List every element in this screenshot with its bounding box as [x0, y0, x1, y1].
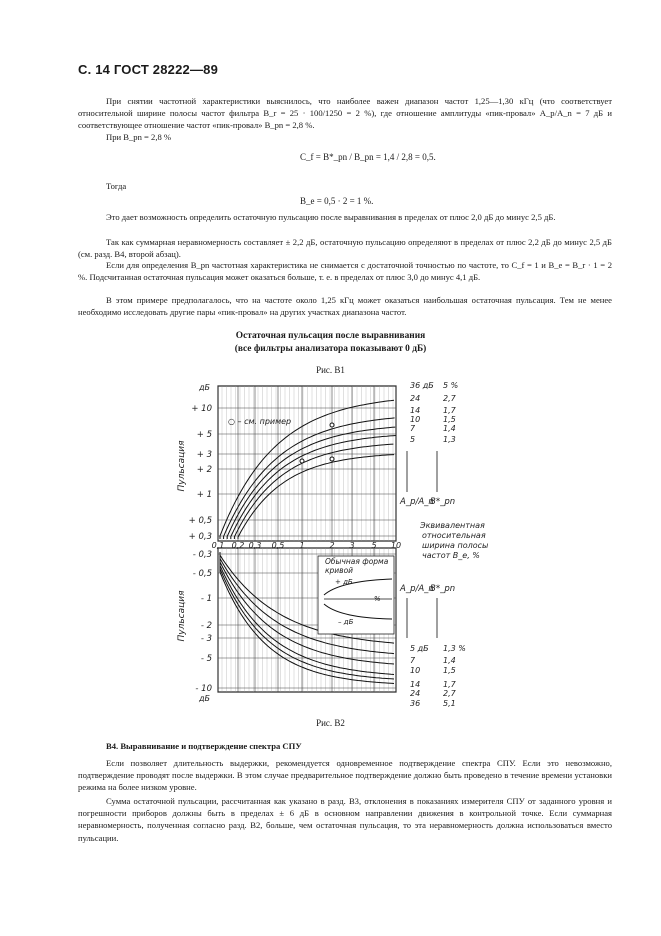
figure-title-2: (все фильтры анализатора показывают 0 дБ) — [234, 344, 427, 354]
x-axis-label-2: относительная — [422, 531, 486, 540]
inset-pct-label: % — [374, 595, 381, 603]
lower-y-tick: - 2 — [200, 621, 212, 631]
lower-y-tick: - 1 — [200, 594, 212, 604]
upper-ripple-curve — [227, 427, 395, 539]
inset-plus-label: + дБ — [335, 578, 353, 586]
inset-minus-label: – дБ — [338, 618, 354, 626]
lower-ratio-label: 5 дБ — [410, 644, 429, 653]
upper-y-tick: + 3 — [196, 450, 212, 460]
paragraph-7: В этом примере предполагалось, что на частоте около 1,25 кГц может оказаться наибольшая остаточная пульсация. Тем не менее необходимо исследовать другие пары «пик-провал» на других участках диапазона частот. — [78, 295, 612, 318]
lower-bpn-label: 1,3 % — [443, 644, 466, 653]
x-tick: 5 — [371, 541, 377, 550]
section-b4-paragraph-2: Сумма остаточной пульсации, рассчитанная как указано в разд. В3, отклонения в показаниях измерителя СПУ от заданного уровня и погрешности приборов должны быть в пределах ± 6 дБ в основном направлении движения в контрольной точке. Если суммарная неравномерность, полученная согласно разд. В2, больше, чем остаточная пульсация, то эта неравномерность должна использоваться вместо пульсации. — [78, 796, 612, 843]
lower-ratio-header: A_p/A_n — [400, 584, 434, 594]
upper-ratio-label: 10 — [410, 415, 421, 424]
upper-ratio-label: 14 — [410, 406, 421, 415]
upper-y-axis-label: Пульсация — [177, 440, 187, 492]
ripple-chart — [0, 376, 661, 716]
upper-ratio-label: 36 дБ — [410, 381, 434, 390]
paragraph-2: При B_pn = 2,8 % — [106, 132, 172, 142]
lower-ratio-label: 24 — [410, 689, 421, 698]
lower-bpn-label: 1,5 — [443, 666, 456, 675]
x-tick: 0,2 — [231, 541, 245, 550]
lower-unit-label: дБ — [198, 694, 210, 703]
inset-title-1: Обычная форма — [325, 557, 389, 566]
paragraph-4: Это дает возможность определить остаточную пульсацию после выравнивания в пределах от плюс 2,0 дБ до минус 2,5 дБ. — [106, 212, 556, 222]
x-tick: 0,5 — [271, 541, 285, 550]
paragraph-5: Так как суммарная неравномерность составляет ± 2,2 дБ, остаточную пульсацию определяют в пределах от плюс 2,2 дБ до минус 2,5 дБ (см. разд. В4, второй абзац). — [78, 237, 612, 260]
figure-title-1: Остаточная пульсация после выравнивания — [235, 331, 426, 341]
example-point-marker — [330, 457, 334, 461]
x-axis-label-4: частот B_e, % — [422, 551, 480, 560]
formula-cf: C_f = B*_pn / B_pn = 1,4 / 2,8 = 0,5. — [300, 152, 436, 162]
upper-bpn-label: 2,7 — [443, 394, 456, 403]
lower-bpn-header: B*_pn — [430, 584, 456, 594]
lower-y-tick: - 0,3 — [192, 550, 212, 560]
example-point-marker — [330, 423, 334, 427]
upper-ratio-header: A_p/A_n — [400, 497, 434, 507]
lower-bpn-label: 1,4 — [443, 656, 456, 665]
figure-caption-b2: Рис. В2 — [316, 718, 345, 728]
x-axis-label-3: ширина полосы — [422, 541, 489, 550]
lower-bpn-label: 5,1 — [443, 699, 456, 708]
lower-y-tick: - 10 — [195, 684, 212, 694]
upper-bpn-label: 1,5 — [443, 415, 456, 424]
paragraph-3: Тогда — [106, 181, 127, 191]
x-tick: 3 — [349, 541, 355, 550]
section-b4-heading: В4. Выравнивание и подтверждение спектра СПУ — [106, 741, 302, 751]
figure-caption-b1: Рис. В1 — [316, 365, 345, 375]
lower-y-tick: - 5 — [200, 654, 212, 664]
upper-unit-label: дБ — [198, 383, 210, 392]
upper-y-tick: + 2 — [196, 465, 212, 475]
section-b4-paragraph-1: Если позволяет длительность выдержки, рекомендуется одновременное подтверждение спектра СПУ. Если это невозможно, подтверждение проводят после выдержки. В этом случае предварительное подтверждение должно быть проведено в течение времени установки режима на более низком уровне. — [78, 758, 612, 793]
formula-be: B_e = 0,5 · 2 = 1 %. — [300, 196, 374, 206]
paragraph-6: Если для определения B_pn частотная характеристика не снимается с достаточной точностью по частоте, то C_f = 1 и B_e = B_r · 1 = 2 %. Подсчитанная остаточная пульсация может оказаться больше, т. е. в пределах от плюс 3,0 до минус 4,1 дБ. — [78, 260, 612, 283]
upper-y-tick: + 5 — [196, 430, 212, 440]
upper-bpn-label: 1,7 — [443, 406, 456, 415]
upper-y-tick: + 1 — [196, 490, 212, 500]
lower-y-tick: - 0,5 — [192, 569, 212, 579]
lower-ratio-label: 7 — [410, 656, 416, 665]
x-tick: 2 — [329, 541, 335, 550]
upper-ratio-label: 24 — [410, 394, 421, 403]
inset-title-2: кривой — [325, 566, 354, 575]
paragraph-1: При снятии частотной характеристики выяснилось, что наиболее важен диапазон частот 1,25—1,30 кГц (что соответствует относительной ширине полосы частот фильтра B_r = 25 · 100/1250 = 2 %), где отношение амплитуды «пик-провал» A_p/A_n = 7 дБ и соответствующее отношение частот «пик-провал» B_pn = 2,8 %. — [78, 96, 612, 131]
x-axis-label-1: Эквивалентная — [420, 521, 485, 530]
lower-bpn-label: 1,7 — [443, 680, 456, 689]
lower-y-tick: - 3 — [200, 634, 212, 644]
example-label: ○ – см. пример — [228, 417, 292, 426]
upper-bpn-label: 1,4 — [443, 424, 456, 433]
example-point-marker — [300, 459, 304, 463]
upper-ratio-label: 5 — [410, 435, 416, 444]
lower-bpn-label: 2,7 — [443, 689, 456, 698]
x-tick: 1 — [299, 541, 305, 550]
lower-y-axis-label: Пульсация — [177, 590, 187, 642]
upper-y-tick: + 10 — [191, 404, 212, 414]
upper-y-tick: + 0,3 — [188, 532, 212, 542]
upper-bpn-label: 5 % — [443, 381, 459, 390]
upper-bpn-header: B*_pn — [430, 497, 456, 507]
upper-y-tick: + 0,5 — [188, 516, 212, 526]
x-tick: 0,3 — [248, 541, 262, 550]
lower-ratio-label: 10 — [410, 666, 421, 675]
upper-ratio-label: 7 — [410, 424, 416, 433]
x-tick: 0,1 — [211, 541, 225, 550]
upper-bpn-label: 1,3 — [443, 435, 456, 444]
page-header: С. 14 ГОСТ 28222—89 — [78, 62, 219, 77]
lower-ratio-label: 14 — [410, 680, 421, 689]
x-tick: 10 — [390, 541, 402, 550]
lower-ratio-label: 36 — [410, 699, 421, 708]
